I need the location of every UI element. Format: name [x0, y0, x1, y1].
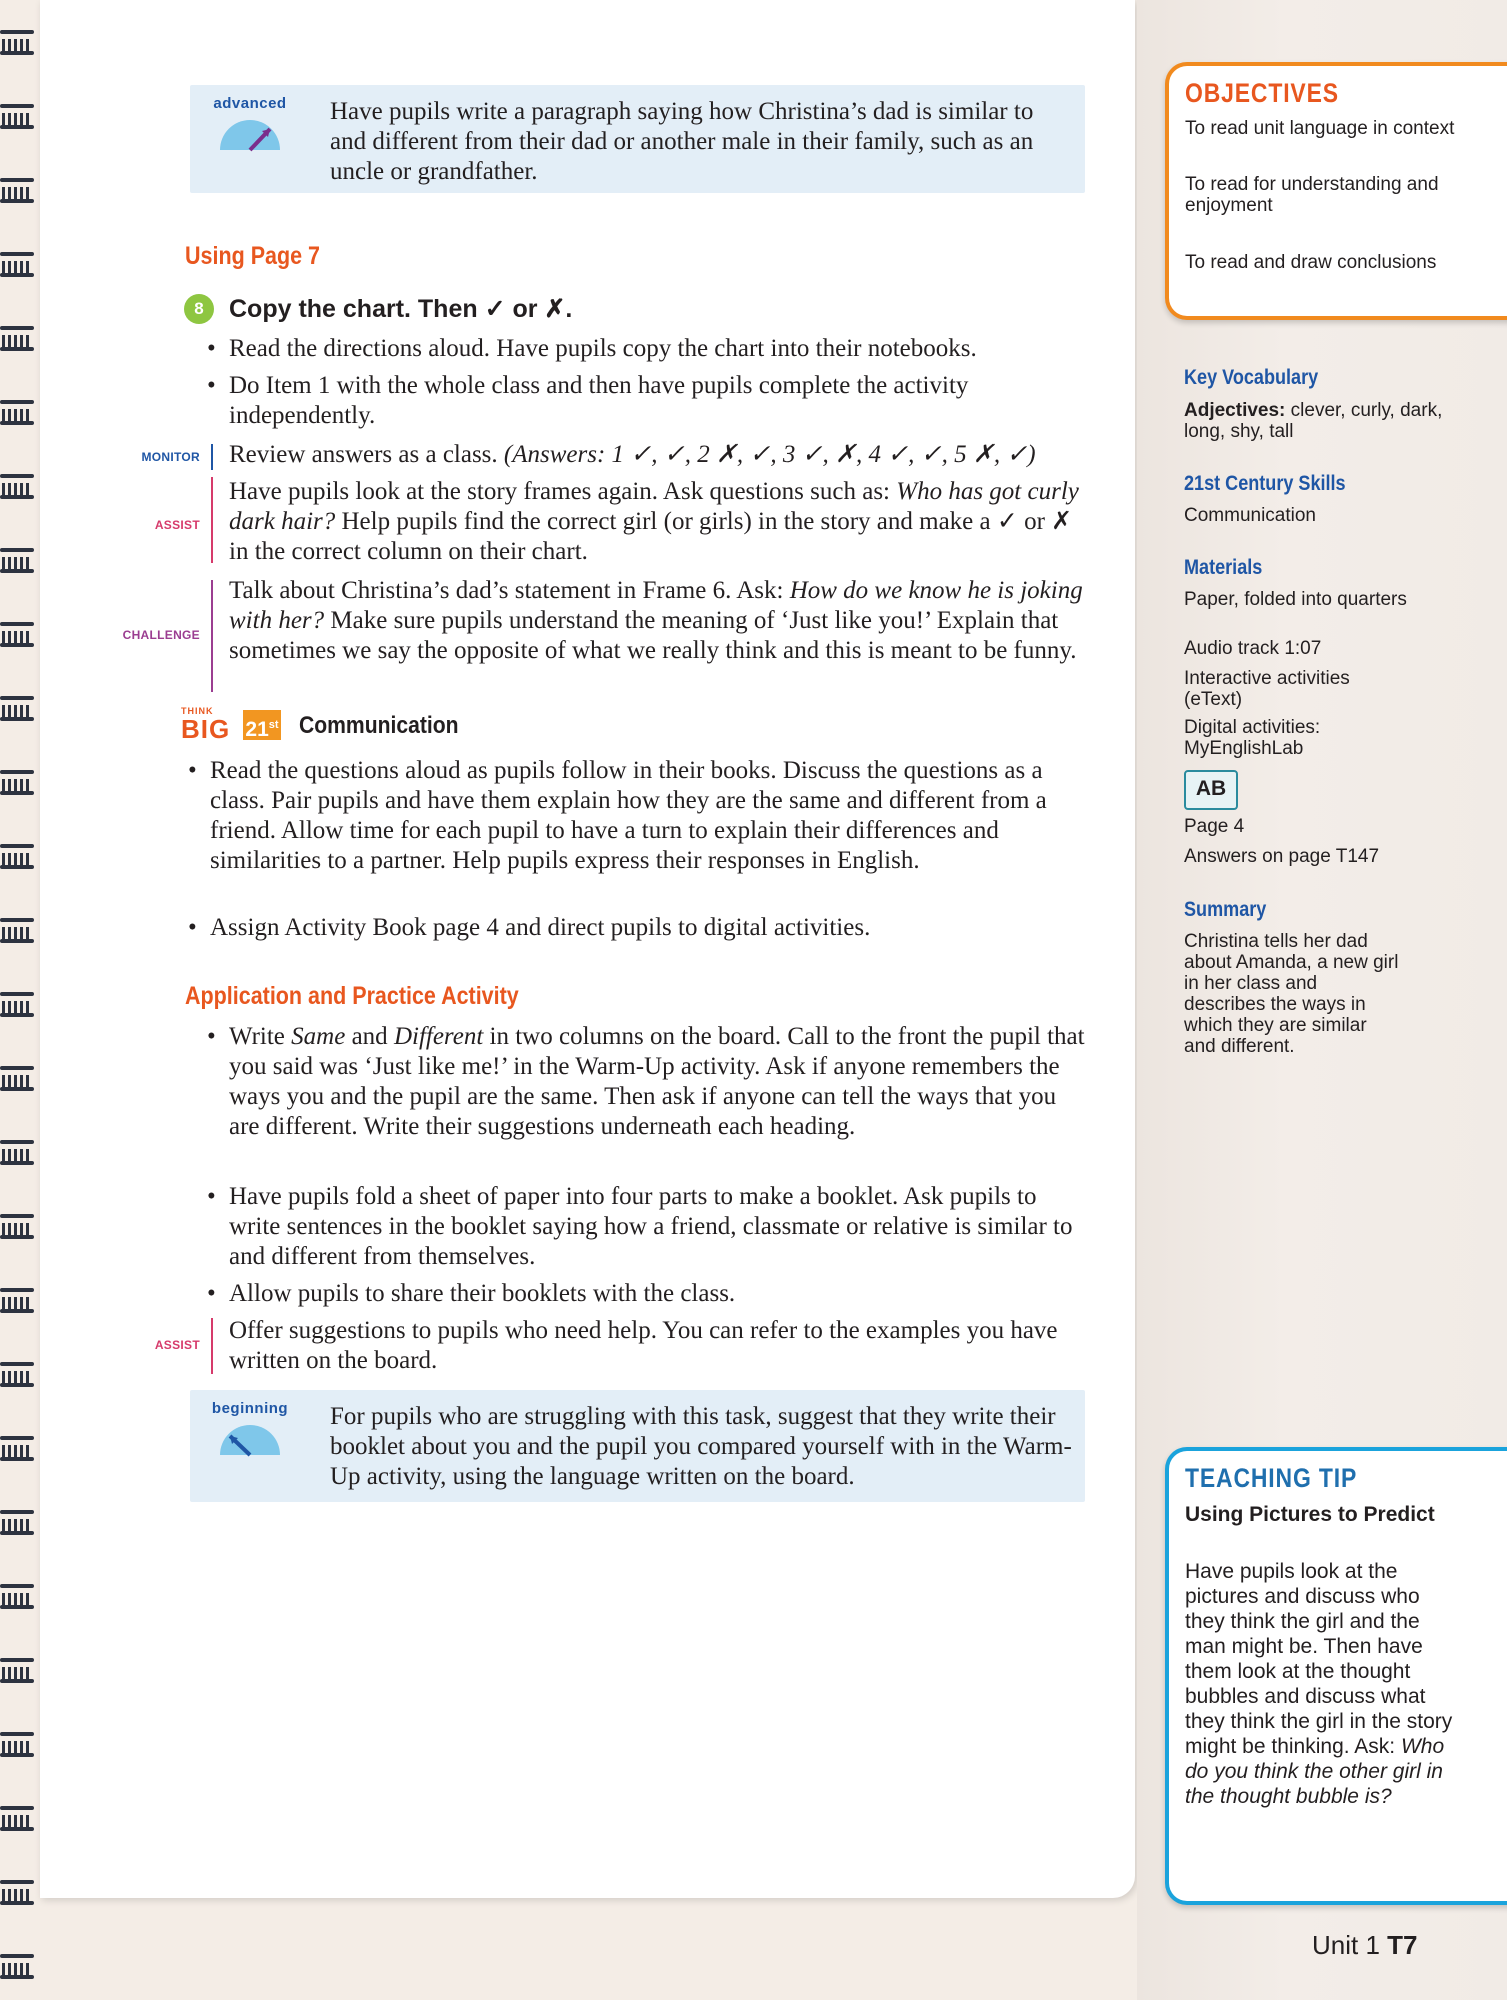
challenge-rule — [211, 580, 213, 692]
materials-heading: Materials — [1184, 556, 1263, 579]
materials-page: Page 4 — [1184, 816, 1245, 837]
binding-coil — [0, 696, 34, 722]
teaching-tip-subtitle: Using Pictures to Predict — [1185, 1503, 1435, 1526]
materials-answers: Answers on page T147 — [1184, 846, 1380, 867]
main-page — [40, 0, 1135, 1898]
list-item: • Write Same and Different in two columns on the board. Call to the front the pupil that you said was ‘Just like me!’ in the Warm-Up activity. Ask if anyone remembers the ways you and the pupil are the same. Then ask if anyone can tell the ways that you are different. Write their suggestions underneath each heading. — [229, 1022, 1089, 1142]
binding-coil — [0, 1436, 34, 1462]
think-big-logo-big: BIG — [181, 714, 231, 744]
challenge-text: Talk about Christina’s dad’s statement in Frame 6. Ask: How do we know he is joking with her? Make sure pupils understand the meaning of ‘Just like you!’ Explain that sometimes we say the opposite of what we really think and this is meant to be funny. — [229, 577, 1083, 664]
binding-coil — [0, 1806, 34, 1832]
binding-coil — [0, 1066, 34, 1092]
binding-coil — [0, 1584, 34, 1610]
monitor-tag: MONITOR — [141, 450, 200, 464]
assist-tag: ASSIST — [154, 1338, 200, 1352]
key-vocabulary-text: Adjectives: clever, curly, dark, long, shy, tall — [1184, 400, 1443, 442]
binding-coil — [0, 178, 34, 204]
assist-text: Have pupils look at the story frames again. Ask questions such as: Who has got curly dark hair? Help pupils find the correct girl (or girls) in the story and make a ✓ or ✗ in the correct column on their chart. — [229, 478, 1079, 565]
challenge-tag: CHALLENGE — [122, 628, 200, 642]
binding-coil — [0, 474, 34, 500]
binding-coil — [0, 326, 34, 352]
monitor-text: Review answers as a class. (Answers: 1 ✓, ✓, 2 ✗, ✓, 3 ✓, ✗, 4 ✓, ✓, 5 ✗, ✓) — [229, 441, 1036, 468]
step-number-badge: 8 — [184, 294, 214, 324]
binding-coil — [0, 844, 34, 870]
materials-item: Paper, folded into quarters — [1184, 589, 1407, 610]
list-item: • Assign Activity Book page 4 and direct pupils to digital activities. — [210, 913, 1080, 943]
assist-tag: ASSIST — [154, 518, 200, 532]
assist-rule — [211, 477, 213, 563]
page-footer: Unit 1 T7 — [1312, 1930, 1418, 1960]
binding-coil — [0, 992, 34, 1018]
teaching-tip-body: Have pupils look at the pictures and discuss who they think the girl and the man might be. Then have them look at the thought bubbles and discuss what they think the girl in the story might be thinking. Ask: Who do you think the other girl in the thought bubble is? — [1185, 1560, 1453, 1808]
materials-item: Interactive activities (eText) — [1184, 668, 1350, 710]
binding-coil — [0, 30, 34, 56]
advanced-text: Have pupils write a paragraph saying how Christina’s dad is similar to and different from their dad or another male in their family, such as an uncle or grandfather. — [330, 98, 1034, 185]
binding-coil — [0, 1214, 34, 1240]
using-page-heading: Using Page 7 — [185, 242, 321, 270]
binding-coil — [0, 1288, 34, 1314]
skills-heading: 21st Century Skills — [1184, 472, 1346, 495]
objectives-title: OBJECTIVES — [1185, 78, 1339, 108]
skills-text: Communication — [1184, 505, 1316, 526]
binding-coil — [0, 548, 34, 574]
objective-item: To read unit language in context — [1185, 118, 1455, 139]
objective-item: To read and draw conclusions — [1185, 252, 1437, 273]
monitor-rule — [211, 444, 213, 470]
binding-coil — [0, 1954, 34, 1980]
binding-coil — [0, 1362, 34, 1388]
advanced-gauge-icon: advanced — [206, 95, 294, 155]
binding-coil — [0, 104, 34, 130]
list-item: • Allow pupils to share their booklets with the class. — [229, 1279, 1089, 1309]
binding-coil — [0, 1140, 34, 1166]
binding-coil — [0, 1732, 34, 1758]
activity-book-icon: AB — [1184, 770, 1238, 810]
materials-item: Audio track 1:07 — [1184, 638, 1322, 659]
application-heading: Application and Practice Activity — [185, 982, 519, 1010]
advanced-box — [190, 85, 1085, 193]
binding-coil — [0, 770, 34, 796]
list-item: • Read the directions aloud. Have pupils copy the chart into their notebooks. — [229, 334, 1079, 364]
think-big-logo: THINK — [181, 706, 214, 716]
beginning-gauge-icon: beginning — [206, 1400, 294, 1460]
teaching-tip-box — [1165, 1447, 1507, 1905]
beginning-text: For pupils who are struggling with this task, suggest that they write their booklet about you and the pupil you compared yourself with in the Warm-Up activity, using the language written on the board. — [330, 1403, 1072, 1490]
list-item: • Read the questions aloud as pupils follow in their books. Discuss the questions as a class. Pair pupils and have them explain how they are the same and different from a friend. Allow time for each pupil to have a turn to explain their differences and similarities to a partner. Help pupils express their responses in English. — [210, 756, 1080, 876]
objective-item: To read for understanding and enjoyment — [1185, 174, 1439, 216]
summary-text: Christina tells her dad about Amanda, a new girl in her class and describes the ways in which they are similar and different. — [1184, 931, 1399, 1057]
binding-coil — [0, 1510, 34, 1536]
think-big-label: Communication — [299, 712, 459, 739]
teaching-tip-title: TEACHING TIP — [1185, 1463, 1358, 1493]
assist-rule — [211, 1318, 213, 1374]
list-item: • Do Item 1 with the whole class and then have pupils complete the activity independently. — [229, 371, 1079, 431]
materials-item: Digital activities: MyEnglishLab — [1184, 717, 1321, 759]
binding-coil — [0, 918, 34, 944]
spiral-binding — [0, 0, 40, 2000]
beginning-box — [190, 1390, 1085, 1502]
assist-text: Offer suggestions to pupils who need help. You can refer to the examples you have written on the board. — [229, 1317, 1058, 1374]
binding-coil — [0, 252, 34, 278]
list-item: • Have pupils fold a sheet of paper into four parts to make a booklet. Ask pupils to write sentences in the booklet saying how a friend, classmate or relative is similar to and different from themselves. — [229, 1182, 1089, 1272]
binding-coil — [0, 1880, 34, 1906]
think-big-header — [181, 706, 481, 744]
step-title: Copy the chart. Then ✓ or ✗. — [229, 295, 573, 323]
binding-coil — [0, 1658, 34, 1684]
binding-coil — [0, 622, 34, 648]
21st-century-badge: 21st — [243, 710, 281, 740]
summary-heading: Summary — [1184, 898, 1267, 921]
objectives-box — [1165, 62, 1507, 320]
key-vocabulary-heading: Key Vocabulary — [1184, 366, 1319, 389]
binding-coil — [0, 400, 34, 426]
